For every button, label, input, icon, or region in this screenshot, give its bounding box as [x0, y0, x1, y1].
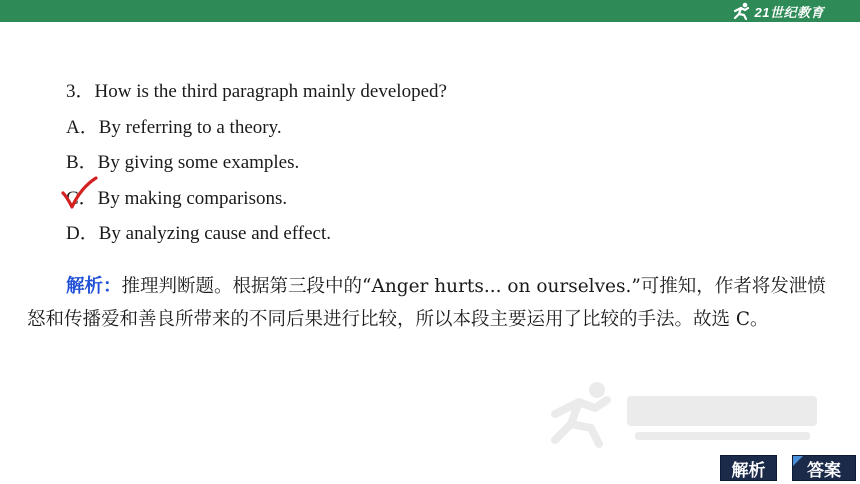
- analysis-text: 推理判断题。根据第三段中的“Anger hurts... on ourselves.”可推知，作者将发泄愤怒和传播爱和善良所带来的不同后果进行比较，所以本段主要运用了比较的手法。故选 C。: [27, 276, 826, 330]
- runner-logo-icon: [732, 2, 752, 20]
- watermark-logo-icon: [545, 378, 835, 448]
- checkmark-icon: [60, 176, 100, 212]
- analysis-paragraph: [27, 270, 837, 336]
- corner-triangle-icon: [793, 456, 803, 466]
- answer-button[interactable]: [792, 455, 856, 481]
- option-c: C．By making comparisons.: [66, 187, 288, 209]
- question-block: [66, 74, 447, 252]
- logo-text: 21世纪教育: [754, 4, 824, 20]
- analysis-button[interactable]: 解析: [720, 455, 777, 481]
- answer-button-label: 答案: [807, 460, 841, 481]
- option-d: D．By analyzing cause and effect.: [66, 223, 332, 244]
- top-banner: [0, 0, 860, 22]
- analysis-label: 解析：: [66, 276, 122, 297]
- site-logo: [732, 2, 824, 20]
- question-stem: 3．How is the third paragraph mainly developed?: [66, 81, 447, 102]
- option-a: A．By referring to a theory.: [66, 116, 282, 138]
- option-b: B．By giving some examples.: [66, 152, 300, 173]
